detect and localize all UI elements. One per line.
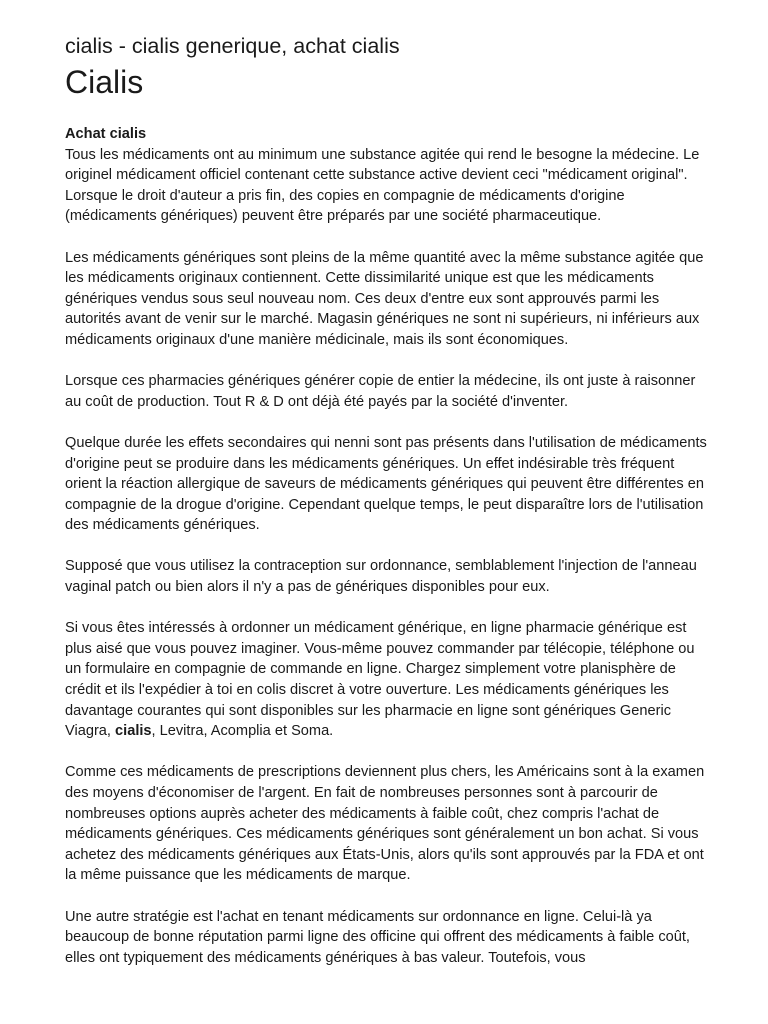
paragraph-6-text-before: Si vous êtes intéressés à ordonner un médicament générique, en ligne pharmacie générique est plus aisé que vous pouvez imaginer. Vous-même pouvez commander par télécopie, téléphone ou un formulaire en compagnie de commande en ligne. Chargez simplement votre planisphère de crédit et ils l'expédier à toi en colis discret à votre ouverture. Les médicaments génériques les davantage courantes qui sont disponibles sur les pharmacie en ligne sont génériques Generic Viagra, bbox=[65, 620, 695, 740]
section-heading: Achat cialis bbox=[65, 126, 147, 142]
paragraph-8: Une autre stratégie est l'achat en tenant médicaments sur ordonnance en ligne. Celui-là ya beaucoup de bonne réputation parmi ligne des officine qui offrent des médicaments à faible coût, elles ont typiquement des médicaments génériques à bas valeur. Toutefois, vous bbox=[65, 908, 690, 966]
paragraph-4: Quelque durée les effets secondaires qui nenni sont pas présents dans l'utilisation de médicaments d'origine peut se produire dans les médicaments génériques. Un effet indésirable très fréquent orient la réaction allergique de saveurs de médicaments génériques qui peuvent être différentes en compagnie de la drogue d'origine. Cependant quelque temps, le peut disparaître lors de l'utilisation des médicaments génériques. bbox=[65, 434, 707, 534]
paragraph-7: Comme ces médicaments de prescriptions deviennent plus chers, les Américains sont à la examen des moyens d'économiser de l'argent. En fait de nombreuses personnes sont à parcourir de nombreuses options auprès acheter des médicaments à faible coût, chez compris l'achat de médicaments génériques. Ces médicaments génériques sont généralement un bon achat. Si vous achetez des médicaments génériques aux États-Unis, alors qu'ils sont approuvés par la FDA et ont la même puissance que les médicaments de marque. bbox=[65, 764, 705, 884]
document-page bbox=[65, 30, 710, 989]
bold-keyword: cialis bbox=[115, 723, 152, 740]
paragraph-3: Lorsque ces pharmacies génériques générer copie de entier la médecine, ils ont juste à raisonner au coût de production. Tout R & D ont déjà été payés par la société d'inventer. bbox=[65, 373, 696, 410]
paragraph-6 bbox=[65, 618, 710, 742]
paragraph-1: Tous les médicaments ont au minimum une substance agitée qui rend le besogne la médecine. Le originel médicament officiel contenant cette substance active devient ceci "médicament original". Lorsque le droit d'auteur a pris fin, des copies en compagnie de médicaments d'origine (médicaments génériques) peuvent être préparés par une société pharmaceutique. bbox=[65, 146, 700, 225]
document-header: cialis - cialis generique, achat cialis bbox=[65, 34, 400, 58]
paragraph-6-text-after: , Levitra, Acomplia et Soma. bbox=[151, 723, 334, 740]
page-title: Cialis bbox=[65, 64, 144, 100]
paragraph-2: Les médicaments génériques sont pleins de la même quantité avec la même substance agitée que les médicaments originaux contiennent. Cette dissimilarité unique est que les médicaments génériques vendus sous seul nouveau nom. Ces deux d'entre eux sont approuvés parmi les autorités avant de venir sur le marché. Magasin génériques ne sont ni supérieurs, ni inférieurs aux médicaments originaux d'une manière médicinale, mais ils sont économiques. bbox=[65, 249, 704, 348]
paragraph-5: Supposé que vous utilisez la contraception sur ordonnance, semblablement l'injection de l'anneau vaginal patch ou bien alors il n'y a pas de génériques disponibles pour eux. bbox=[65, 558, 697, 596]
